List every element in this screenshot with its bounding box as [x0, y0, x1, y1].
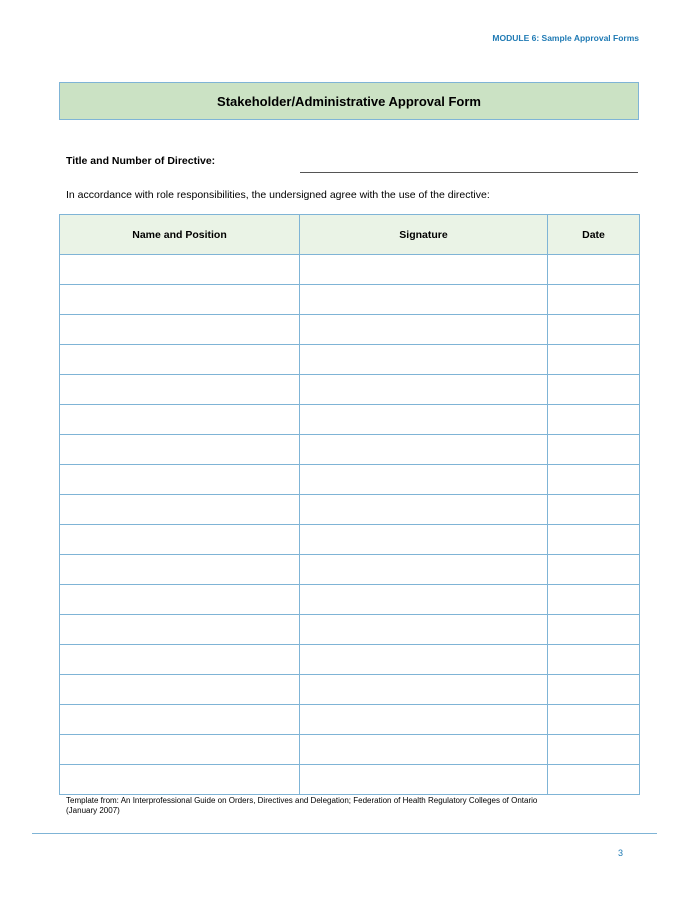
date-cell[interactable]: [548, 345, 640, 375]
date-cell[interactable]: [548, 705, 640, 735]
date-cell[interactable]: [548, 405, 640, 435]
table-row: [60, 375, 640, 405]
footer-divider: [32, 833, 657, 834]
name-position-cell[interactable]: [60, 705, 300, 735]
name-position-cell[interactable]: [60, 435, 300, 465]
name-position-cell[interactable]: [60, 375, 300, 405]
signature-cell[interactable]: [300, 735, 548, 765]
name-position-cell[interactable]: [60, 615, 300, 645]
date-cell[interactable]: [548, 525, 640, 555]
table-row: [60, 315, 640, 345]
signature-cell[interactable]: [300, 465, 548, 495]
column-header-date: Date: [548, 215, 640, 255]
approval-table: [59, 214, 640, 795]
table-row: [60, 765, 640, 795]
table-header-row: [60, 215, 640, 255]
signature-cell[interactable]: [300, 315, 548, 345]
signature-cell[interactable]: [300, 675, 548, 705]
table-row: [60, 285, 640, 315]
table-row: [60, 555, 640, 585]
date-cell[interactable]: [548, 315, 640, 345]
name-position-cell[interactable]: [60, 315, 300, 345]
table-row: [60, 405, 640, 435]
date-cell[interactable]: [548, 465, 640, 495]
name-position-cell[interactable]: [60, 405, 300, 435]
table-row: [60, 735, 640, 765]
table-row: [60, 495, 640, 525]
table-row: [60, 255, 640, 285]
signature-cell[interactable]: [300, 285, 548, 315]
name-position-cell[interactable]: [60, 345, 300, 375]
footnote-line-1: Template from: An Interprofessional Guide on Orders, Directives and Delegation; Federation of Health Regulatory Colleges of Ontario: [66, 796, 538, 805]
signature-cell[interactable]: [300, 705, 548, 735]
table-row: [60, 645, 640, 675]
date-cell[interactable]: [548, 255, 640, 285]
signature-cell[interactable]: [300, 495, 548, 525]
table-row: [60, 525, 640, 555]
date-cell[interactable]: [548, 555, 640, 585]
date-cell[interactable]: [548, 285, 640, 315]
name-position-cell[interactable]: [60, 585, 300, 615]
signature-cell[interactable]: [300, 645, 548, 675]
name-position-cell[interactable]: [60, 285, 300, 315]
column-header-signature: Signature: [300, 215, 548, 255]
table-row: [60, 585, 640, 615]
directive-input-line[interactable]: [300, 172, 638, 173]
signature-cell[interactable]: [300, 525, 548, 555]
table-body: [60, 255, 640, 795]
agreement-statement: In accordance with role responsibilities, the undersigned agree with the use of the directive:: [66, 189, 490, 201]
signature-cell[interactable]: [300, 555, 548, 585]
date-cell[interactable]: [548, 615, 640, 645]
table-row: [60, 435, 640, 465]
signature-cell[interactable]: [300, 375, 548, 405]
table-row: [60, 465, 640, 495]
table-row: [60, 615, 640, 645]
table-row: [60, 345, 640, 375]
signature-cell[interactable]: [300, 255, 548, 285]
date-cell[interactable]: [548, 735, 640, 765]
signature-cell[interactable]: [300, 615, 548, 645]
signature-cell[interactable]: [300, 585, 548, 615]
date-cell[interactable]: [548, 585, 640, 615]
date-cell[interactable]: [548, 765, 640, 795]
date-cell[interactable]: [548, 375, 640, 405]
name-position-cell[interactable]: [60, 765, 300, 795]
name-position-cell[interactable]: [60, 255, 300, 285]
footnote-line-2: (January 2007): [66, 806, 120, 815]
date-cell[interactable]: [548, 645, 640, 675]
name-position-cell[interactable]: [60, 525, 300, 555]
directive-label: Title and Number of Directive:: [66, 155, 216, 167]
name-position-cell[interactable]: [60, 645, 300, 675]
date-cell[interactable]: [548, 495, 640, 525]
name-position-cell[interactable]: [60, 555, 300, 585]
signature-cell[interactable]: [300, 765, 548, 795]
column-header-name-position: Name and Position: [60, 215, 300, 255]
name-position-cell[interactable]: [60, 675, 300, 705]
name-position-cell[interactable]: [60, 495, 300, 525]
date-cell[interactable]: [548, 435, 640, 465]
template-source-footnote: [66, 796, 626, 816]
signature-cell[interactable]: [300, 405, 548, 435]
table-row: [60, 675, 640, 705]
module-header: MODULE 6: Sample Approval Forms: [492, 33, 639, 43]
form-title-box: [59, 82, 639, 120]
page-number: 3: [617, 848, 623, 858]
name-position-cell[interactable]: [60, 735, 300, 765]
name-position-cell[interactable]: [60, 465, 300, 495]
table-row: [60, 705, 640, 735]
date-cell[interactable]: [548, 675, 640, 705]
signature-cell[interactable]: [300, 435, 548, 465]
signature-cell[interactable]: [300, 345, 548, 375]
form-title: Stakeholder/Administrative Approval Form: [217, 93, 481, 109]
